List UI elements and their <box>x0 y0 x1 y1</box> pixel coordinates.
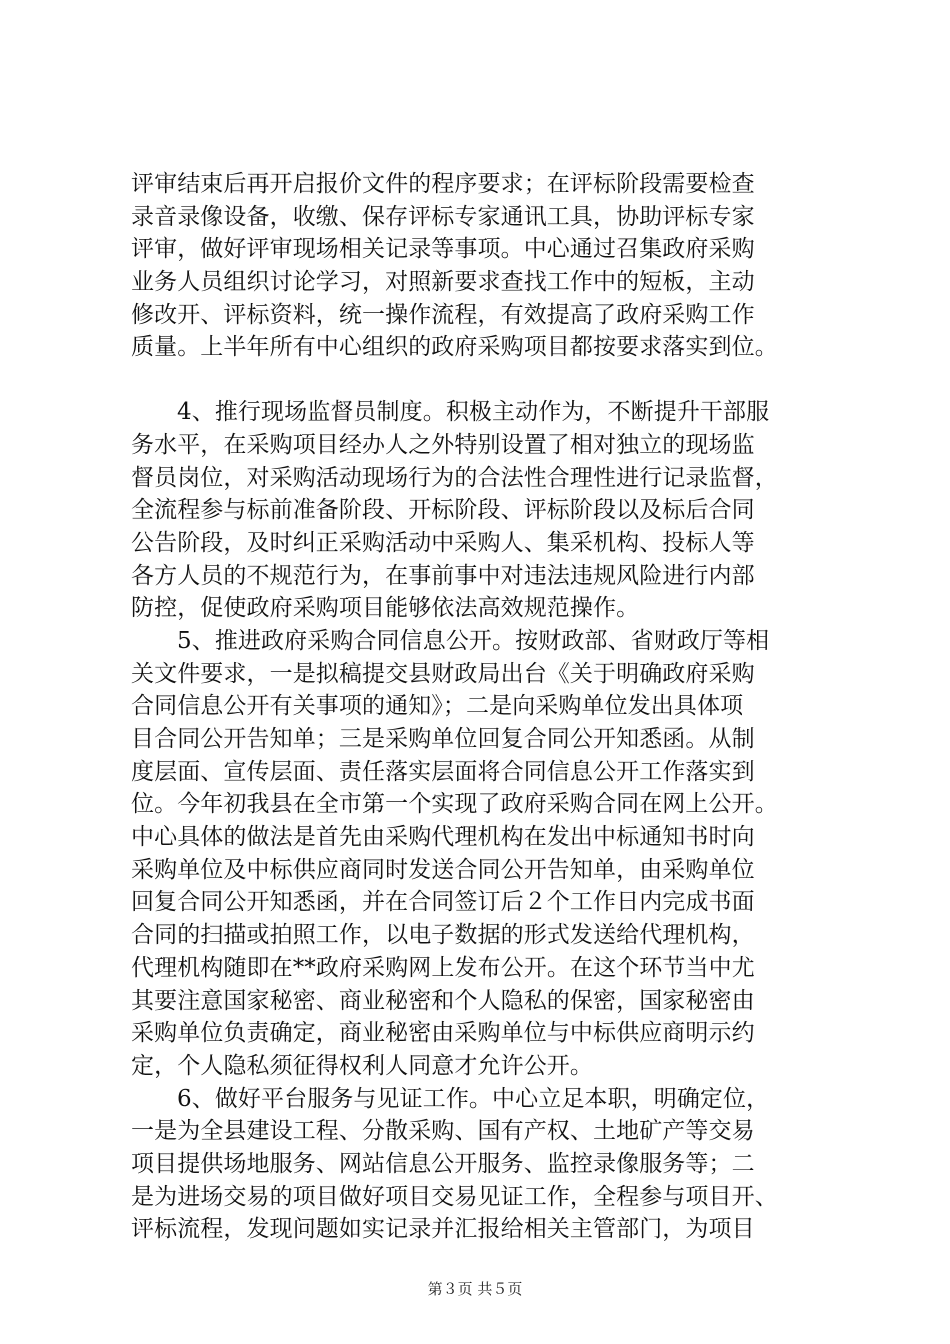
text-line: 合同信息公开有关事项的通知》；二是向采购单位发出具体项 <box>131 693 744 720</box>
text-line: 录音录像设备，收缴、保存评标专家通讯工具，协助评标专家 <box>131 203 755 230</box>
text-line: 回复合同公开知悉函，并在合同签订后２个工作日内完成书面 <box>131 889 755 916</box>
text-line: 关文件要求，一是拟稿提交县财政局出台《关于明确政府采购 <box>131 660 755 687</box>
text-line: 防控，促使政府采购项目能够依法高效规范操作。 <box>131 595 640 622</box>
text-line: 项目提供场地服务、网站信息公开服务、监控录像服务等；二 <box>131 1150 755 1177</box>
text-line: 代理机构随即在**政府采购网上发布公开。在这个环节当中尤 <box>131 954 755 981</box>
paragraph-gap <box>131 364 849 396</box>
paragraph-block-2 <box>131 396 849 1246</box>
text-line: 中心具体的做法是首先由采购代理机构在发出中标通知书时向 <box>131 824 755 851</box>
text-line: 公告阶段，及时纠正采购活动中采购人、集采机构、投标人等 <box>131 529 755 556</box>
document-body <box>131 168 849 1246</box>
text-line: 一是为全县建设工程、分散采购、国有产权、土地矿产等交易 <box>131 1118 755 1145</box>
text-line: 质量。上半年所有中心组织的政府采购项目都按要求落实到位。 <box>131 334 778 361</box>
text-line: 目合同公开告知单；三是采购单位回复合同公开知悉函。从制 <box>131 726 755 752</box>
paragraph-item-6-start: 6、做好平台服务与见证工作。中心立足本职，明确定位， <box>177 1085 770 1112</box>
text-line: 采购单位负责确定，商业秘密由采购单位与中标供应商明示约 <box>131 1020 755 1047</box>
text-line: 是为进场交易的项目做好项目交易见证工作，全程参与项目开、 <box>131 1183 778 1210</box>
text-line: 其要注意国家秘密、商业秘密和个人隐私的保密，国家秘密由 <box>131 987 755 1014</box>
text-line: 评审，做好评审现场相关记录等事项。中心通过召集政府采购 <box>131 236 755 263</box>
text-line: 全流程参与标前准备阶段、开标阶段、评标阶段以及标后合同 <box>131 497 755 524</box>
text-line: 评审结束后再开启报价文件的程序要求；在评标阶段需要检查 <box>131 171 755 197</box>
text-line: 业务人员组织讨论学习，对照新要求查找工作中的短板，主动 <box>131 269 755 296</box>
page-number-footer: 第３页 共５页 <box>427 1280 523 1298</box>
text-line: 定，个人隐私须征得权利人同意才允许公开。 <box>131 1052 593 1079</box>
text-line: 评标流程，发现问题如实记录并汇报给相关主管部门，为项目 <box>131 1216 755 1243</box>
text-line: 督员岗位，对采购活动现场行为的合法性合理性进行记录监督， <box>131 464 778 491</box>
text-line: 合同的扫描或拍照工作，以电子数据的形式发送给代理机构， <box>131 922 755 949</box>
text-line: 位。今年初我县在全市第一个实现了政府采购合同在网上公开。 <box>131 791 778 818</box>
text-line: 采购单位及中标供应商同时发送合同公开告知单，由采购单位 <box>131 856 755 883</box>
paragraph-block-1 <box>131 168 849 364</box>
text-line: 各方人员的不规范行为，在事前事中对违法违规风险进行内部 <box>131 562 755 589</box>
text-line: 务水平，在采购项目经办人之外特别设置了相对独立的现场监 <box>131 431 755 458</box>
paragraph-item-5-start: 5、推进政府采购合同信息公开。按财政部、省财政厅等相 <box>177 627 770 654</box>
paragraph-item-4-start: 4、推行现场监督员制度。积极主动作为，不断提升干部服 <box>177 399 770 426</box>
text-line: 修改开、评标资料，统一操作流程，有效提高了政府采购工作 <box>131 301 755 328</box>
text-line: 度层面、宣传层面、责任落实层面将合同信息公开工作落实到 <box>131 758 755 785</box>
